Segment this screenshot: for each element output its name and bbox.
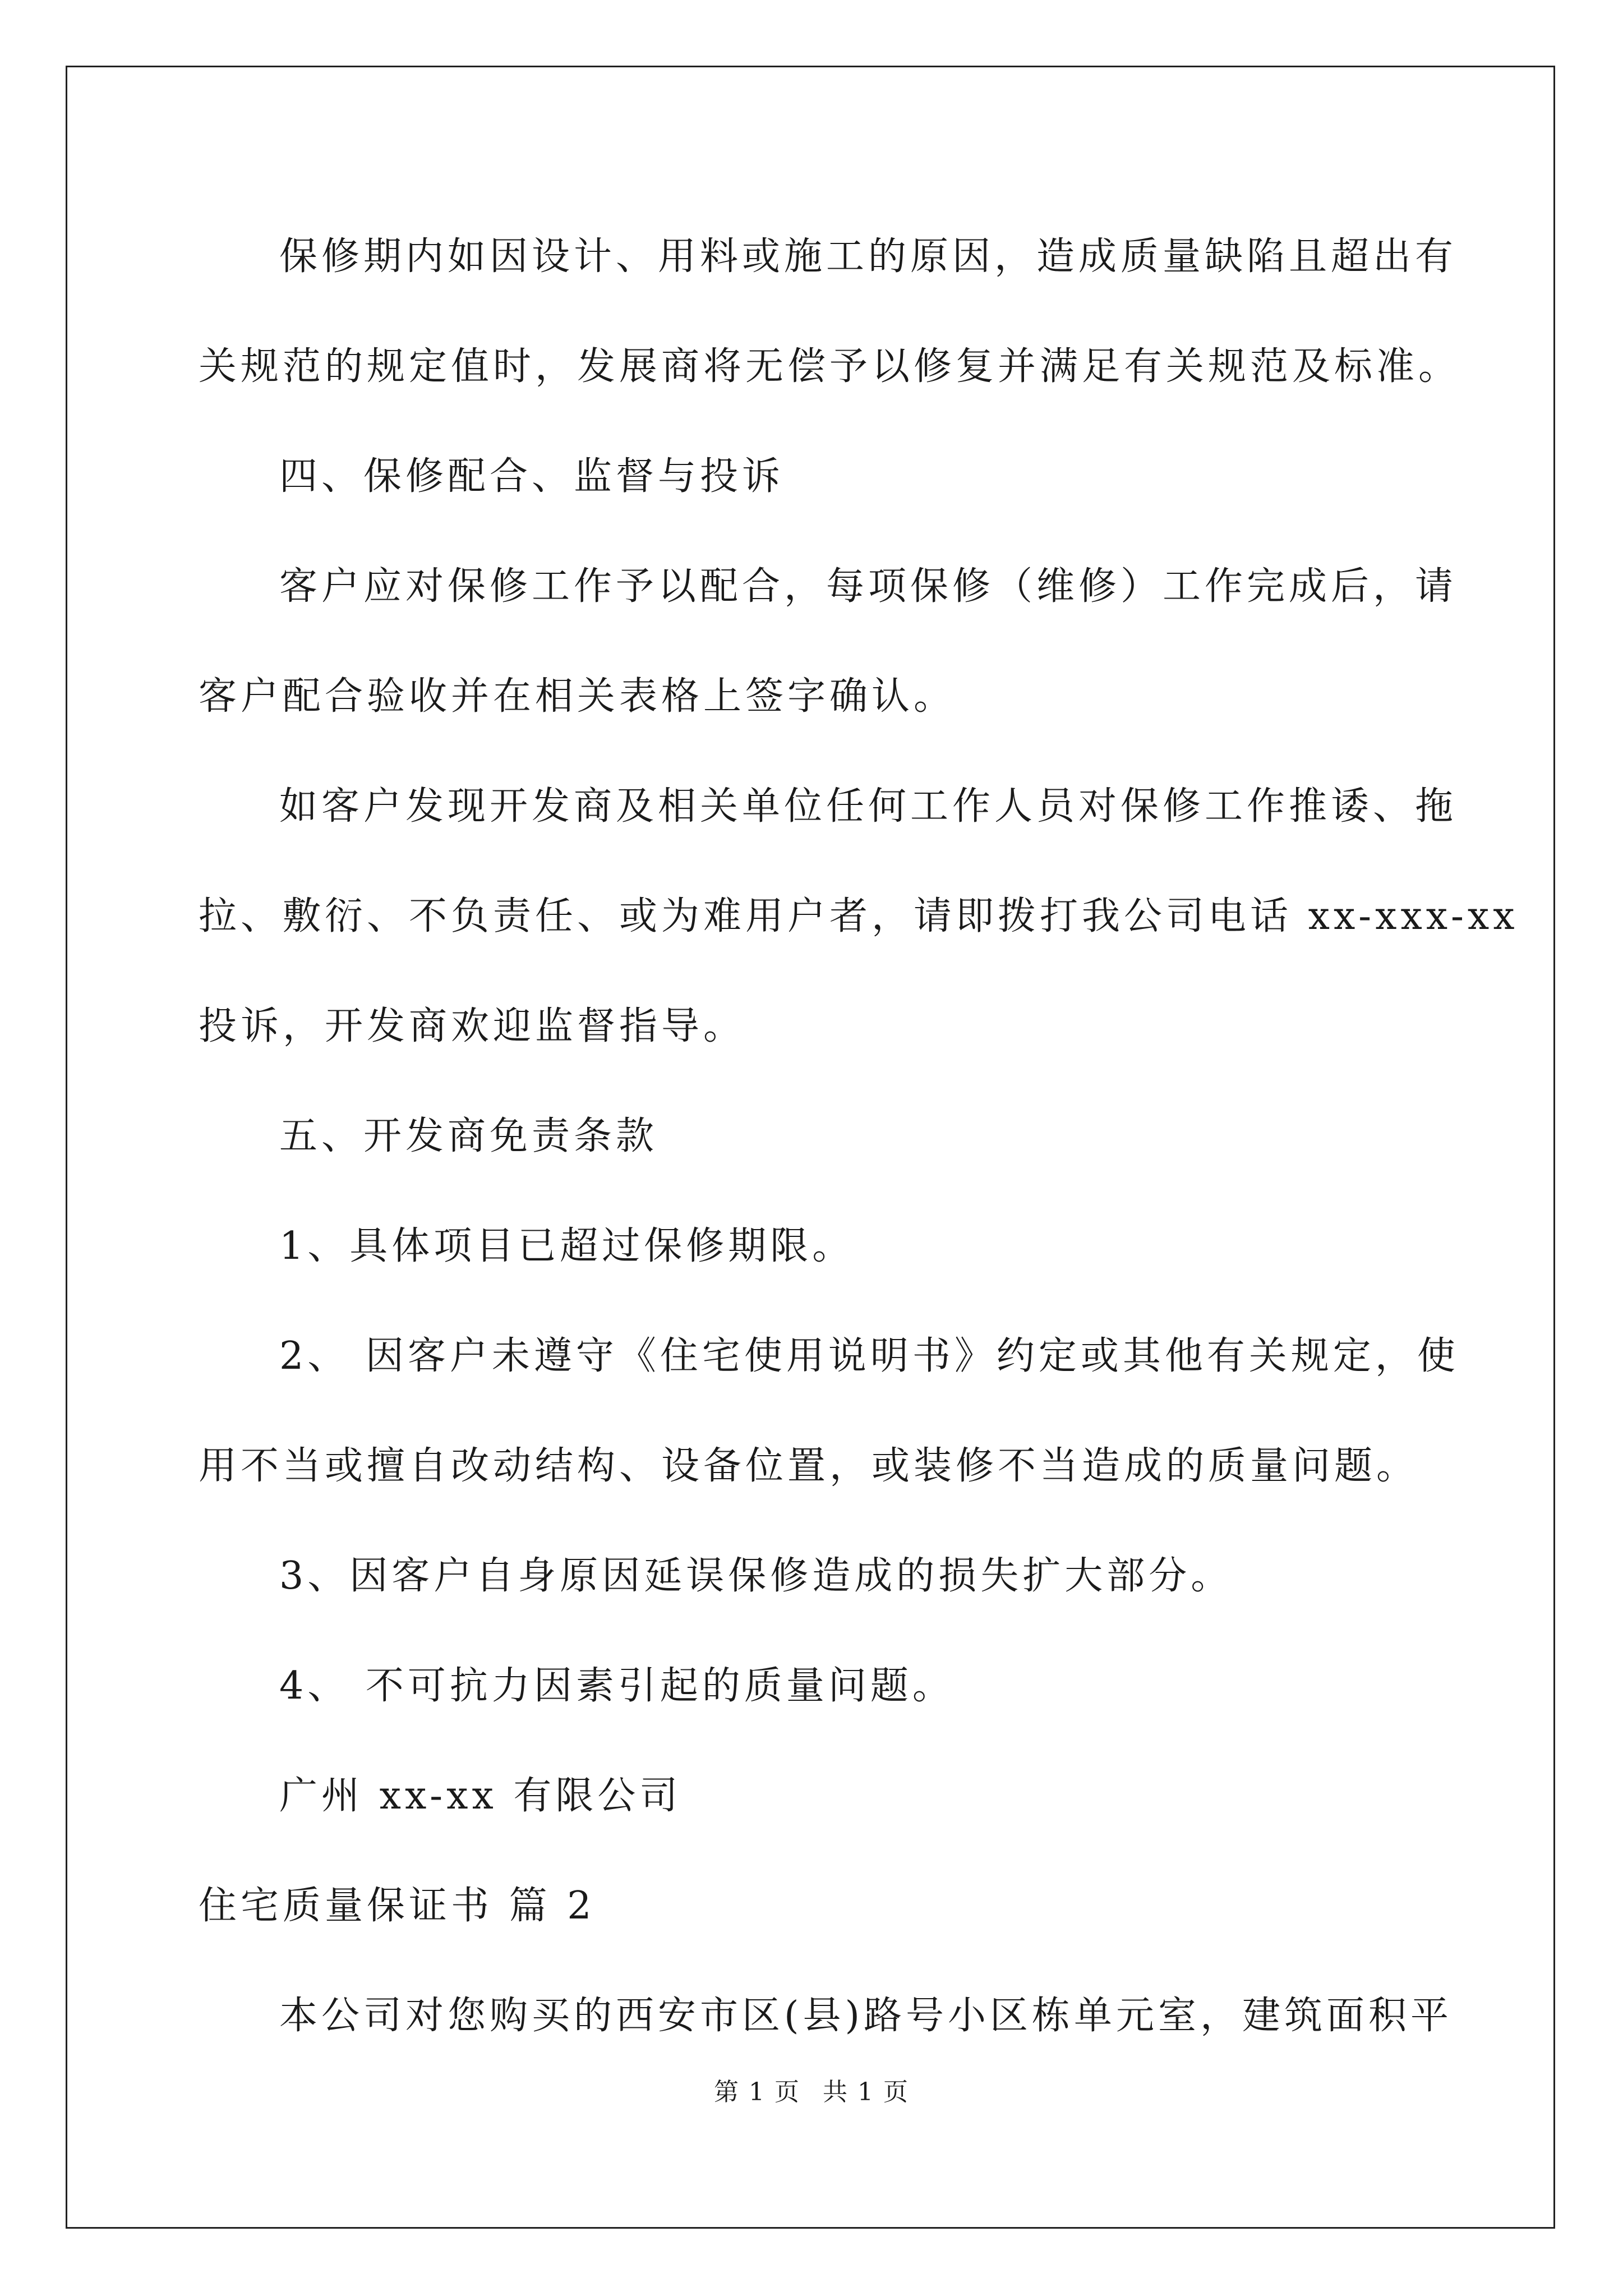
paragraph-line: 拉、敷衍、不负责任、或为难用户者，请即拨打我公司电话 xx-xxx-xx bbox=[199, 894, 1519, 938]
paragraph-line: 关规范的规定值时，发展商将无偿予以修复并满足有关规范及标准。 bbox=[199, 344, 1461, 389]
document-body bbox=[199, 202, 1519, 2071]
page-number: 第 1 页 bbox=[714, 2078, 800, 2106]
list-item: 2、 因客户未遵守《住宅使用说明书》约定或其他有关规定，使 bbox=[279, 1334, 1459, 1378]
page-total: 共 1 页 bbox=[823, 2078, 909, 2106]
document-title: 住宅质量保证书 篇 2 bbox=[199, 1884, 596, 1928]
paragraph-line: 本公司对您购买的西安市区(县)路号小区栋单元室，建筑面积平 bbox=[279, 1994, 1453, 2038]
list-item: 4、 不可抗力因素引起的质量问题。 bbox=[279, 1664, 955, 1708]
paragraph-line: 用不当或擅自改动结构、设备位置，或装修不当造成的质量问题。 bbox=[199, 1444, 1419, 1488]
paragraph-line: 投诉，开发商欢迎监督指导。 bbox=[199, 1004, 746, 1048]
list-item: 3、因客户自身原因延误保修造成的损失扩大部分。 bbox=[279, 1554, 1233, 1598]
paragraph-line: 客户应对保修工作予以配合，每项保修（维修）工作完成后，请 bbox=[279, 564, 1458, 609]
page-footer bbox=[0, 2076, 1623, 2109]
paragraph-line: 客户配合验收并在相关表格上签字确认。 bbox=[199, 674, 956, 719]
company-signature: 广州 xx-xx 有限公司 bbox=[279, 1774, 682, 1818]
paragraph-line: 保修期内如因设计、用料或施工的原因，造成质量缺陷且超出有 bbox=[279, 234, 1458, 279]
section-heading: 五、开发商免责条款 bbox=[279, 1114, 658, 1158]
section-heading: 四、保修配合、监督与投诉 bbox=[279, 454, 785, 499]
list-item: 1、具体项目已超过保修期限。 bbox=[279, 1224, 855, 1268]
paragraph-line: 如客户发现开发商及相关单位任何工作人员对保修工作推诿、拖 bbox=[279, 784, 1458, 829]
